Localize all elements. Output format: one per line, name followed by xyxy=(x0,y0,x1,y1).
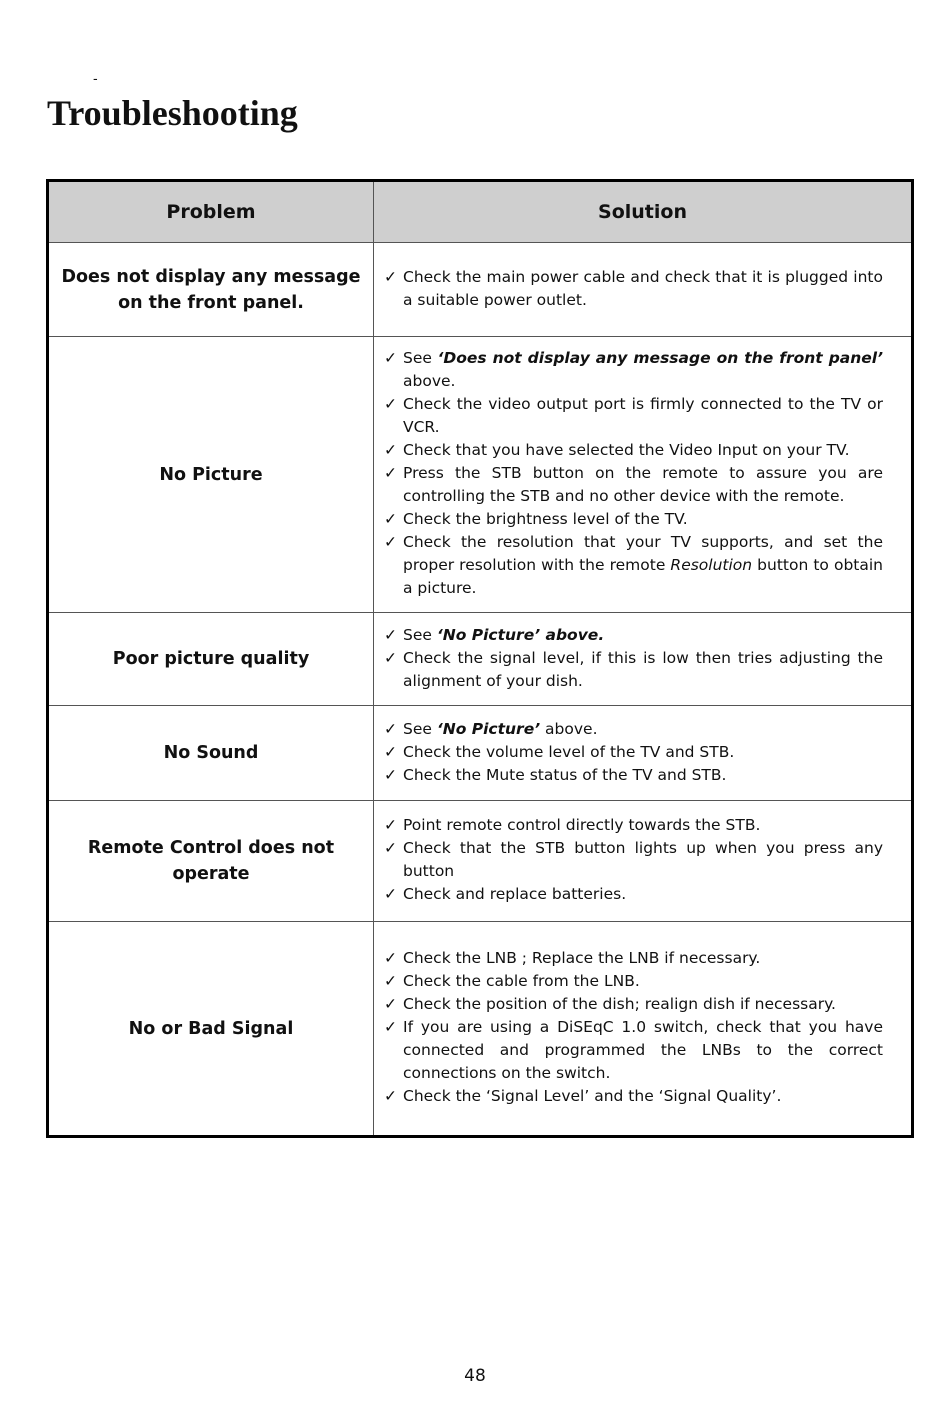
solution-item xyxy=(384,814,883,837)
solution-item xyxy=(384,439,883,462)
solution-text: Check that you have selected the Video Input on your TV. xyxy=(403,441,850,459)
table-row xyxy=(48,922,913,1137)
checkmark-icon: ✓ xyxy=(384,995,397,1013)
solution-item xyxy=(384,741,883,764)
solution-text: Check the cable from the LNB. xyxy=(403,972,640,990)
checkmark-icon: ✓ xyxy=(384,395,397,413)
table-header-row xyxy=(48,181,913,243)
problem-cell: Remote Control does not operate xyxy=(48,801,374,922)
solution-cell xyxy=(374,706,913,801)
troubleshooting-table xyxy=(46,179,914,1138)
problem-cell: No or Bad Signal xyxy=(48,922,374,1137)
solution-item xyxy=(384,624,883,647)
checkmark-icon: ✓ xyxy=(384,885,397,903)
solution-cell xyxy=(374,613,913,706)
checkmark-icon: ✓ xyxy=(384,949,397,967)
solution-list xyxy=(384,718,883,787)
solution-list xyxy=(384,947,883,1108)
solution-text: Check the ‘Signal Level’ and the ‘Signal Quality’. xyxy=(403,1087,782,1105)
checkmark-icon: ✓ xyxy=(384,510,397,528)
problem-cell: No Sound xyxy=(48,706,374,801)
solution-text: Check the brightness level of the TV. xyxy=(403,510,688,528)
solution-item xyxy=(384,993,883,1016)
solution-item xyxy=(384,764,883,787)
page-title: Troubleshooting xyxy=(47,93,298,133)
table-row xyxy=(48,801,913,922)
solution-cell xyxy=(374,243,913,337)
solution-cell xyxy=(374,801,913,922)
solution-text: Resolution xyxy=(670,556,753,574)
solution-text: Check the volume level of the TV and STB. xyxy=(403,742,735,761)
solution-list xyxy=(384,814,883,906)
table-row xyxy=(48,706,913,801)
solution-text: Check the signal level, if this is low then tries adjusting the alignment of your dish. xyxy=(403,648,883,690)
solution-text: Check the resolution that your TV supports, and set the proper resolution with the remote xyxy=(403,533,883,574)
checkmark-icon: ✓ xyxy=(384,441,397,459)
table-row xyxy=(48,337,913,613)
solution-text: See xyxy=(403,719,437,738)
solution-text: Check the video output port is firmly connected to the TV or VCR. xyxy=(403,395,883,436)
page-number: 48 xyxy=(464,1366,486,1386)
solution-text: ‘No Picture’ xyxy=(436,719,541,738)
problem-cell: Does not display any message on the front panel. xyxy=(48,243,374,337)
solution-list xyxy=(384,266,883,312)
solution-item xyxy=(384,393,883,439)
problem-cell: Poor picture quality xyxy=(48,613,374,706)
solution-item xyxy=(384,1016,883,1085)
solution-text: If you are using a DiSEqC 1.0 switch, check that you have connected and programmed the LNBs to the correct connections on the switch. xyxy=(403,1018,883,1082)
solution-item xyxy=(384,462,883,508)
solution-text: Press the STB button on the remote to assure you are controlling the STB and no other device with the remote. xyxy=(403,464,883,505)
table-body xyxy=(48,243,913,1137)
solution-text: button to obtain a picture. xyxy=(403,556,883,597)
solution-item xyxy=(384,647,883,693)
checkmark-icon: ✓ xyxy=(384,1018,397,1036)
solution-cell xyxy=(374,337,913,613)
solution-text: ‘Does not display any message on the front panel’ xyxy=(437,349,883,367)
solution-text: Check the Mute status of the TV and STB. xyxy=(403,765,727,784)
solution-text: See xyxy=(403,625,437,644)
checkmark-icon: ✓ xyxy=(384,464,397,482)
solution-item xyxy=(384,837,883,883)
table-row xyxy=(48,243,913,337)
solution-item xyxy=(384,883,883,906)
checkmark-icon: ✓ xyxy=(384,839,397,857)
checkmark-icon: ✓ xyxy=(384,533,397,551)
solution-item xyxy=(384,531,883,600)
checkmark-icon: ✓ xyxy=(384,742,397,761)
checkmark-icon: ✓ xyxy=(384,719,397,738)
solution-column-header: Solution xyxy=(374,181,913,243)
solution-item xyxy=(384,266,883,312)
checkmark-icon: ✓ xyxy=(384,1087,397,1105)
checkmark-icon: ✓ xyxy=(384,765,397,784)
solution-text: Check the position of the dish; realign dish if necessary. xyxy=(403,995,836,1013)
solution-text: See xyxy=(403,349,438,367)
solution-text: above. xyxy=(540,719,598,738)
solution-text: ‘No Picture’ above. xyxy=(436,625,605,644)
table-row xyxy=(48,613,913,706)
solution-item xyxy=(384,508,883,531)
checkmark-icon: ✓ xyxy=(384,267,397,286)
solution-text: Point remote control directly towards the STB. xyxy=(403,816,761,834)
solution-list xyxy=(384,624,883,693)
solution-item xyxy=(384,970,883,993)
solution-text: above. xyxy=(403,372,456,390)
checkmark-icon: ✓ xyxy=(384,816,397,834)
checkmark-icon: ✓ xyxy=(384,625,397,644)
solution-item xyxy=(384,718,883,741)
solution-text: Check the main power cable and check that it is plugged into a suitable power outlet. xyxy=(403,267,883,309)
problem-column-header: Problem xyxy=(48,181,374,243)
solution-text: Check the LNB ; Replace the LNB if necessary. xyxy=(403,949,761,967)
solution-item xyxy=(384,1085,883,1108)
checkmark-icon: ✓ xyxy=(384,349,397,367)
checkmark-icon: ✓ xyxy=(384,972,397,990)
solution-text: Check and replace batteries. xyxy=(403,885,627,903)
checkmark-icon: ✓ xyxy=(384,648,397,667)
solution-item xyxy=(384,347,883,393)
problem-cell: No Picture xyxy=(48,337,374,613)
solution-text: Check that the STB button lights up when you press any button xyxy=(403,839,883,880)
solution-list xyxy=(384,347,883,600)
header-dash: - xyxy=(93,70,98,86)
solution-item xyxy=(384,947,883,970)
solution-cell xyxy=(374,922,913,1137)
